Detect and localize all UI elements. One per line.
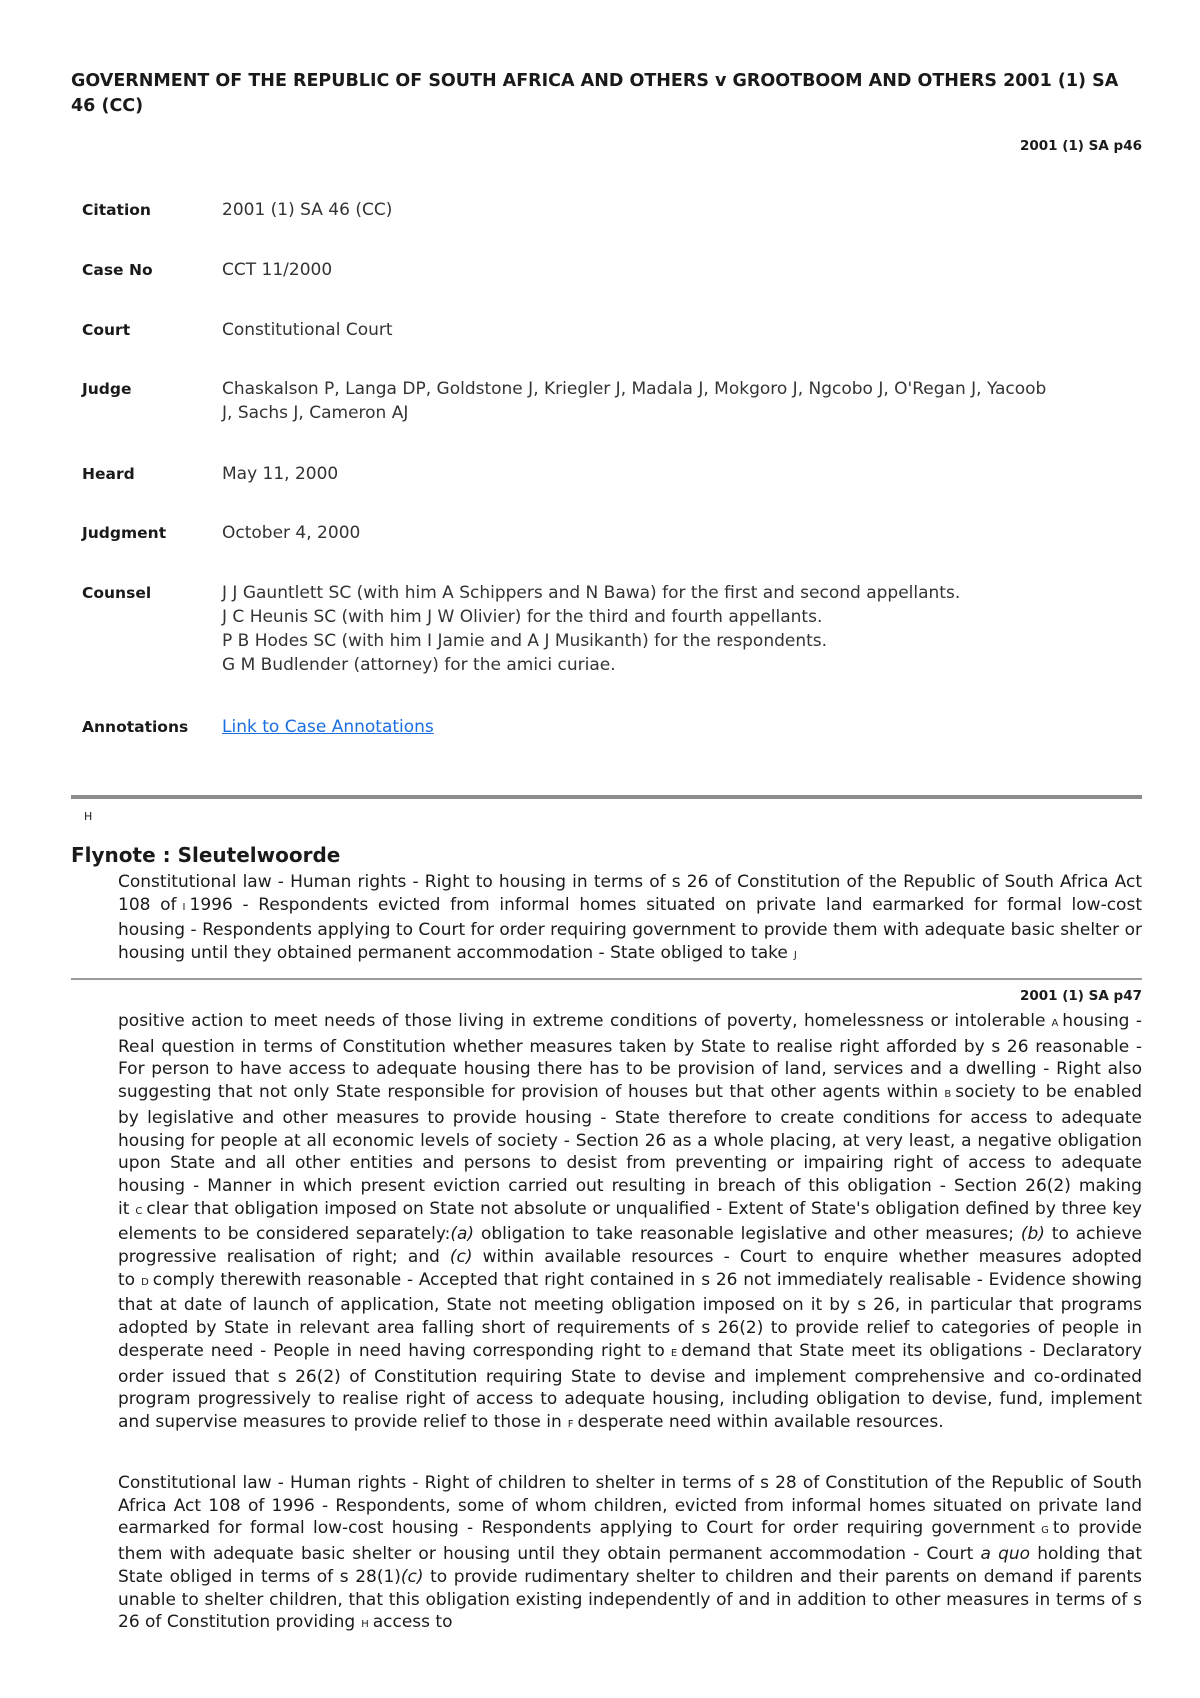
judgment-label: Judgment (82, 524, 167, 542)
margin-letter-j: J (793, 950, 797, 962)
flynote-paragraph-1 (118, 871, 1142, 968)
text-run: Constitutional law - Human rights - Right of children to shelter in terms of s 28 of Constitution of the Republic of South Africa Act 108 of 1996 - Respondents, some of whom children, evicted from informal homes situated on private land earmarked for formal low-cost housing - Respondents applying to Court for order requiring government (118, 1473, 1142, 1539)
text-run: demand that State meet its obligations - Declaratory order issued that s 26(2) of Constitution requiring State to devise and implement comprehensive and co-ordinated program progressively to realise right of access to adequate housing, including obligation to devise, fund, implement and supervise measures to provide relief to those in (118, 1340, 1142, 1432)
text-run: desperate need within available resources. (577, 1411, 944, 1432)
margin-letter-h2: H (361, 1619, 369, 1631)
margin-letter-c: C (135, 1205, 143, 1217)
text-run: clear that obligation imposed on State not absolute or unqualified - Extent of State's obligation defined by three key elements to be considered separately: (118, 1198, 1142, 1245)
text-run: Constitutional law - Human rights - Right to housing in terms of s 26 of Constitution of the Republic of South Africa Act 108 of (118, 872, 1142, 915)
italic-run: (c) (400, 1566, 424, 1587)
text-run: comply therewith reasonable - Accepted that right contained in s 26 not immediately realisable - Evidence showing that at date of launch of application, State not meeting obligation imposed on it by s 26, in particular that programs adopted by State in relevant area falling short of requirements of s 26(2) to provide relief to categories of people in desperate need - People in need having corresponding right to (118, 1269, 1142, 1361)
margin-letter-f: F (567, 1418, 574, 1430)
page-reference-p47: 2001 (1) SA p47 (1019, 988, 1142, 1004)
counsel-line: P B Hodes SC (with him I Jamie and A J Musikanth) for the respondents. (222, 631, 828, 651)
court-label: Court (82, 321, 131, 339)
text-run: to achieve progressive realisation of right; and (118, 1224, 1142, 1268)
page-reference-p46: 2001 (1) SA p46 (1019, 138, 1142, 154)
margin-letter-i: I (182, 901, 186, 913)
annotations-value (222, 715, 1142, 739)
margin-letter-d: D (141, 1276, 149, 1288)
case-no-label: Case No (82, 261, 153, 279)
italic-run: (a) (450, 1224, 475, 1245)
page-break-divider (71, 978, 1142, 980)
margin-letter-h: H (84, 810, 93, 823)
flynote-paragraph-2 (118, 1010, 1142, 1437)
text-run: access to (372, 1612, 453, 1633)
margin-letter-e: E (670, 1347, 678, 1359)
flynote-paragraph-3 (118, 1472, 1142, 1637)
text-run: society to be enabled by legislative and other measures to provide housing - State therefore to create conditions for access to adequate housing for people at all economic levels of society - Section 26 as a whole placing, at very least, a negative obligation upon State and all other entities and persons to desist from preventing or impairing right of access to adequate housing - Manner in which present eviction carried out resulting in breach of this obligation - Section 26(2) making it (118, 1082, 1142, 1219)
counsel-value (222, 581, 1142, 677)
margin-letter-b: B (944, 1089, 952, 1101)
heard-value: May 11, 2000 (222, 464, 339, 484)
citation-value: 2001 (1) SA 46 (CC) (222, 200, 393, 220)
counsel-label: Counsel (82, 584, 152, 602)
margin-letter-a: A (1051, 1018, 1059, 1029)
text-run: within available resources - Court to enquire whether measures adopted to (118, 1247, 1143, 1290)
section-divider (71, 795, 1142, 799)
annotations-label: Annotations (82, 718, 189, 736)
judge-value: Chaskalson P, Langa DP, Goldstone J, Kriegler J, Madala J, Mokgoro J, Ngcobo J, O'Regan J, Yacoob J, Sachs J, Cameron AJ (222, 379, 1047, 423)
counsel-line: G M Budlender (attorney) for the amici curiae. (222, 655, 616, 675)
italic-run: (b) (1020, 1224, 1045, 1245)
text-run: obligation to take reasonable legislative and other measures; (474, 1224, 1021, 1245)
case-annotations-link[interactable]: Link to Case Annotations (222, 717, 434, 737)
text-run: 1996 - Respondents evicted from informal homes situated on private land earmarked for formal low-cost housing - Respondents applying to Court for order requiring government to provide them with adequate basic shelter or housing until they obtained permanent accommodation - State obliged to take (118, 894, 1142, 964)
margin-letter-g: G (1041, 1525, 1049, 1537)
counsel-line: J C Heunis SC (with him J W Olivier) for the third and fourth appellants. (222, 607, 823, 627)
italic-run: (c) (449, 1247, 473, 1268)
text-run: holding that State obliged in terms of s 28(1) (118, 1544, 1142, 1587)
flynote-heading: Flynote : Sleutelwoorde (71, 843, 341, 867)
text-run: positive action to meet needs of those living in extreme conditions of poverty, homelessness or intolerable (118, 1011, 1046, 1031)
heard-label: Heard (82, 465, 135, 483)
counsel-line: J J Gauntlett SC (with him A Schippers and N Bawa) for the first and second appellants. (222, 583, 961, 603)
case-no-value: CCT 11/2000 (222, 260, 333, 280)
judge-label: Judge (82, 380, 132, 398)
text-run: to provide them with adequate basic shelter or housing until they obtain permanent accommodation - Court (118, 1518, 1142, 1565)
text-run: housing - Real question in terms of Constitution whether measures taken by State to realise right afforded by s 26 reasonable - For person to have access to adequate housing there has to be provision of land, services and a dwelling - Right also suggesting that not only State responsible for provision of houses but that other agents within (118, 1011, 1142, 1103)
text-run: to provide rudimentary shelter to children and their parents on demand if parents unable to shelter children, that this obligation existing independently of and in addition to other measures in terms of s 26 of Constitution providing (118, 1566, 1142, 1633)
case-title: GOVERNMENT OF THE REPUBLIC OF SOUTH AFRICA AND OTHERS v GROOTBOOM AND OTHERS 2001 (1) SA 46 (CC) (71, 71, 1119, 116)
judgment-value: October 4, 2000 (222, 523, 361, 543)
citation-label: Citation (82, 201, 151, 219)
court-value: Constitutional Court (222, 320, 393, 340)
italic-run: a quo (980, 1544, 1031, 1565)
